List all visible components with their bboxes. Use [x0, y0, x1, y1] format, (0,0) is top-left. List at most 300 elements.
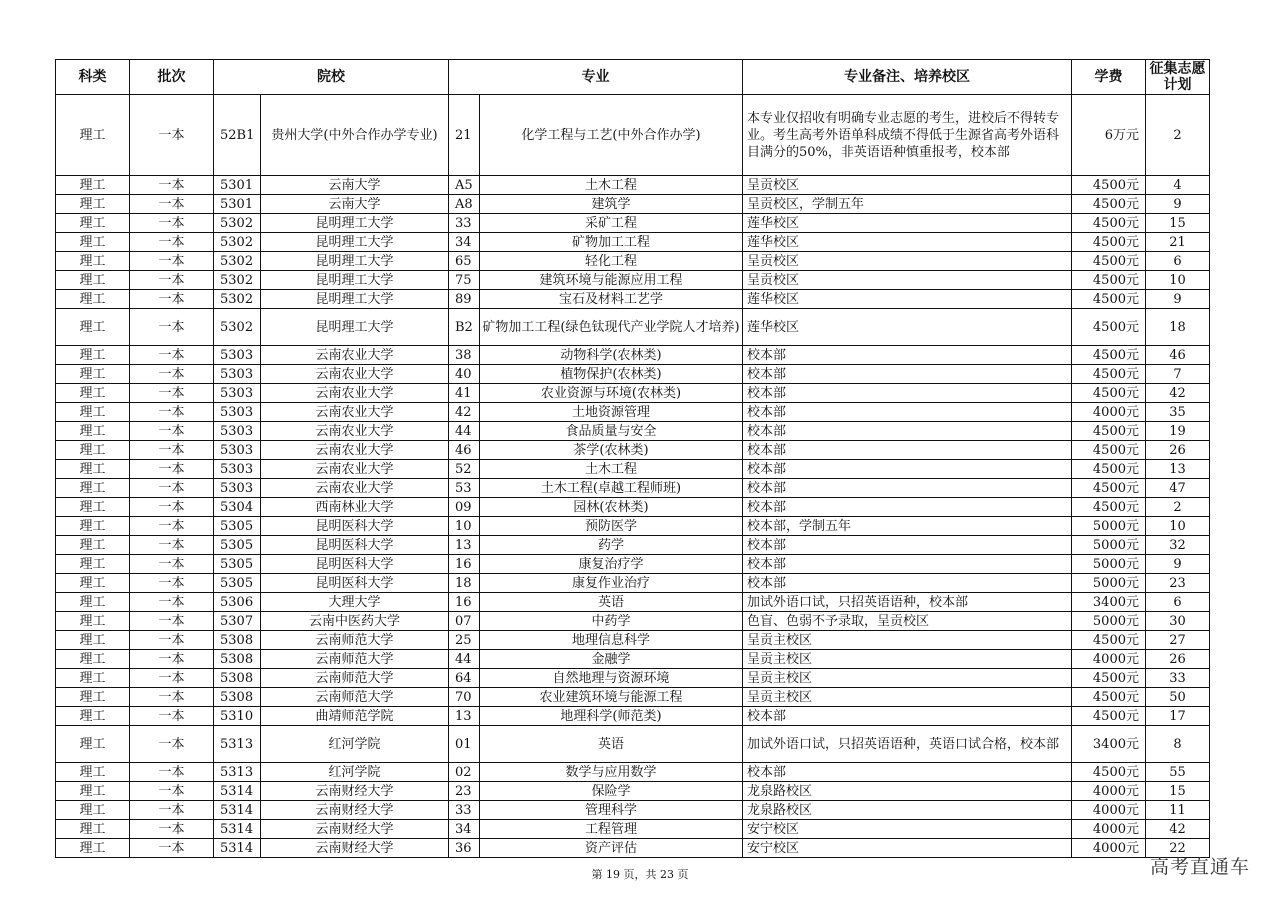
cell-school-code: 5314	[214, 839, 261, 858]
cell-batch: 一本	[130, 820, 214, 839]
cell-category: 理工	[56, 555, 130, 574]
cell-major-code: 52	[449, 460, 480, 479]
cell-fee: 4500元	[1072, 460, 1146, 479]
cell-batch: 一本	[130, 536, 214, 555]
cell-major-code: 02	[449, 763, 480, 782]
cell-quota: 27	[1146, 631, 1210, 650]
cell-school-name: 云南农业大学	[261, 422, 449, 441]
cell-major-code: 44	[449, 650, 480, 669]
cell-category: 理工	[56, 346, 130, 365]
cell-quota: 22	[1146, 839, 1210, 858]
cell-major-code: 25	[449, 631, 480, 650]
cell-school-code: 5303	[214, 403, 261, 422]
cell-fee: 4000元	[1072, 839, 1146, 858]
cell-school-name: 昆明医科大学	[261, 517, 449, 536]
cell-fee: 4500元	[1072, 763, 1146, 782]
cell-category: 理工	[56, 593, 130, 612]
cell-note: 龙泉路校区	[743, 801, 1072, 820]
cell-fee: 3400元	[1072, 726, 1146, 763]
cell-category: 理工	[56, 252, 130, 271]
cell-school-code: 5314	[214, 820, 261, 839]
cell-fee: 4500元	[1072, 365, 1146, 384]
cell-batch: 一本	[130, 95, 214, 176]
table-row	[56, 365, 1210, 384]
cell-major-name: 土地资源管理	[480, 403, 743, 422]
cell-fee: 5000元	[1072, 555, 1146, 574]
table-row	[56, 441, 1210, 460]
cell-note: 校本部	[743, 346, 1072, 365]
cell-quota: 7	[1146, 365, 1210, 384]
cell-fee: 4500元	[1072, 631, 1146, 650]
cell-batch: 一本	[130, 839, 214, 858]
cell-school-code: 5303	[214, 346, 261, 365]
cell-major-code: 53	[449, 479, 480, 498]
cell-major-name: 农业建筑环境与能源工程	[480, 688, 743, 707]
cell-school-name: 云南师范大学	[261, 669, 449, 688]
cell-school-name: 云南农业大学	[261, 403, 449, 422]
cell-quota: 4	[1146, 176, 1210, 195]
cell-fee: 4500元	[1072, 214, 1146, 233]
cell-major-code: B2	[449, 309, 480, 346]
table-row	[56, 763, 1210, 782]
cell-quota: 18	[1146, 309, 1210, 346]
cell-category: 理工	[56, 441, 130, 460]
cell-fee: 4000元	[1072, 782, 1146, 801]
cell-fee: 4500元	[1072, 346, 1146, 365]
cell-quota: 55	[1146, 763, 1210, 782]
cell-note: 莲华校区	[743, 214, 1072, 233]
cell-note: 呈贡主校区	[743, 688, 1072, 707]
cell-quota: 10	[1146, 517, 1210, 536]
cell-major-code: 41	[449, 384, 480, 403]
cell-major-name: 农业资源与环境(农林类)	[480, 384, 743, 403]
cell-quota: 15	[1146, 782, 1210, 801]
watermark-text: 高考直通车	[1149, 856, 1250, 878]
cell-note: 莲华校区	[743, 309, 1072, 346]
cell-major-code: 44	[449, 422, 480, 441]
cell-school-name: 昆明医科大学	[261, 574, 449, 593]
cell-category: 理工	[56, 422, 130, 441]
cell-category: 理工	[56, 707, 130, 726]
cell-quota: 9	[1146, 555, 1210, 574]
cell-school-code: 5308	[214, 650, 261, 669]
cell-fee: 4500元	[1072, 290, 1146, 309]
cell-quota: 23	[1146, 574, 1210, 593]
cell-fee: 4500元	[1072, 688, 1146, 707]
cell-major-code: 40	[449, 365, 480, 384]
table-row	[56, 233, 1210, 252]
cell-major-name: 中药学	[480, 612, 743, 631]
cell-note: 校本部	[743, 403, 1072, 422]
table-row	[56, 536, 1210, 555]
cell-category: 理工	[56, 479, 130, 498]
cell-batch: 一本	[130, 233, 214, 252]
cell-batch: 一本	[130, 214, 214, 233]
cell-quota: 42	[1146, 384, 1210, 403]
cell-school-name: 昆明医科大学	[261, 536, 449, 555]
cell-fee: 4500元	[1072, 669, 1146, 688]
cell-school-name: 曲靖师范学院	[261, 707, 449, 726]
cell-major-code: 33	[449, 801, 480, 820]
cell-category: 理工	[56, 650, 130, 669]
cell-school-name: 云南财经大学	[261, 820, 449, 839]
cell-batch: 一本	[130, 195, 214, 214]
cell-major-name: 建筑环境与能源应用工程	[480, 271, 743, 290]
cell-school-name: 昆明理工大学	[261, 271, 449, 290]
cell-major-name: 英语	[480, 593, 743, 612]
cell-fee: 4500元	[1072, 233, 1146, 252]
cell-quota: 9	[1146, 290, 1210, 309]
cell-major-name: 康复治疗学	[480, 555, 743, 574]
cell-note: 校本部	[743, 574, 1072, 593]
cell-batch: 一本	[130, 422, 214, 441]
cell-major-name: 管理科学	[480, 801, 743, 820]
cell-quota: 32	[1146, 536, 1210, 555]
cell-major-code: 34	[449, 233, 480, 252]
cell-major-name: 地理信息科学	[480, 631, 743, 650]
cell-major-name: 宝石及材料工艺学	[480, 290, 743, 309]
cell-batch: 一本	[130, 384, 214, 403]
table-row	[56, 309, 1210, 346]
cell-fee: 4500元	[1072, 195, 1146, 214]
cell-major-name: 采矿工程	[480, 214, 743, 233]
cell-school-name: 红河学院	[261, 763, 449, 782]
cell-major-code: 33	[449, 214, 480, 233]
cell-note: 校本部	[743, 763, 1072, 782]
cell-quota: 9	[1146, 195, 1210, 214]
table-row	[56, 820, 1210, 839]
cell-fee: 5000元	[1072, 612, 1146, 631]
cell-major-name: 康复作业治疗	[480, 574, 743, 593]
cell-category: 理工	[56, 403, 130, 422]
cell-major-code: 07	[449, 612, 480, 631]
cell-school-code: 5305	[214, 517, 261, 536]
cell-fee: 4500元	[1072, 309, 1146, 346]
cell-major-code: 46	[449, 441, 480, 460]
cell-note: 校本部	[743, 707, 1072, 726]
cell-major-code: 16	[449, 555, 480, 574]
cell-note: 校本部	[743, 536, 1072, 555]
cell-category: 理工	[56, 271, 130, 290]
table-row	[56, 346, 1210, 365]
cell-school-code: 5304	[214, 498, 261, 517]
header-quota: 征集志愿计划	[1146, 60, 1210, 95]
table-row	[56, 252, 1210, 271]
cell-note: 龙泉路校区	[743, 782, 1072, 801]
cell-school-name: 云南农业大学	[261, 384, 449, 403]
cell-major-code: 38	[449, 346, 480, 365]
cell-school-code: 5303	[214, 479, 261, 498]
cell-category: 理工	[56, 801, 130, 820]
cell-note: 校本部，学制五年	[743, 517, 1072, 536]
cell-major-code: 13	[449, 707, 480, 726]
cell-major-name: 英语	[480, 726, 743, 763]
cell-fee: 4500元	[1072, 498, 1146, 517]
cell-batch: 一本	[130, 517, 214, 536]
cell-batch: 一本	[130, 271, 214, 290]
cell-quota: 11	[1146, 801, 1210, 820]
cell-quota: 26	[1146, 650, 1210, 669]
cell-major-name: 土木工程	[480, 176, 743, 195]
cell-school-name: 昆明理工大学	[261, 214, 449, 233]
cell-category: 理工	[56, 95, 130, 176]
cell-major-name: 资产评估	[480, 839, 743, 858]
cell-school-code: 5301	[214, 195, 261, 214]
cell-major-code: 75	[449, 271, 480, 290]
cell-note: 校本部	[743, 498, 1072, 517]
cell-note: 呈贡主校区	[743, 650, 1072, 669]
table-row	[56, 95, 1210, 176]
cell-school-name: 云南农业大学	[261, 346, 449, 365]
cell-category: 理工	[56, 214, 130, 233]
cell-major-code: 36	[449, 839, 480, 858]
cell-school-name: 云南农业大学	[261, 441, 449, 460]
cell-batch: 一本	[130, 290, 214, 309]
cell-school-name: 云南大学	[261, 195, 449, 214]
cell-note: 加试外语口试，只招英语语种，英语口试合格，校本部	[743, 726, 1072, 763]
cell-note: 色盲、色弱不予录取，呈贡校区	[743, 612, 1072, 631]
cell-note: 校本部	[743, 441, 1072, 460]
cell-school-code: 5302	[214, 214, 261, 233]
table-row	[56, 214, 1210, 233]
table-row	[56, 593, 1210, 612]
cell-quota: 33	[1146, 669, 1210, 688]
cell-category: 理工	[56, 726, 130, 763]
cell-note: 莲华校区	[743, 290, 1072, 309]
cell-major-name: 工程管理	[480, 820, 743, 839]
cell-major-name: 茶学(农林类)	[480, 441, 743, 460]
cell-major-name: 地理科学(师范类)	[480, 707, 743, 726]
cell-category: 理工	[56, 195, 130, 214]
cell-batch: 一本	[130, 593, 214, 612]
cell-school-name: 云南农业大学	[261, 460, 449, 479]
cell-note: 呈贡主校区	[743, 669, 1072, 688]
page-footer: 第 19 页，共 23 页	[591, 868, 689, 881]
cell-major-code: 89	[449, 290, 480, 309]
table-row	[56, 726, 1210, 763]
cell-school-code: 5313	[214, 763, 261, 782]
cell-note: 校本部	[743, 479, 1072, 498]
cell-fee: 4000元	[1072, 650, 1146, 669]
table-row	[56, 195, 1210, 214]
cell-quota: 2	[1146, 95, 1210, 176]
cell-note: 呈贡主校区	[743, 631, 1072, 650]
cell-category: 理工	[56, 782, 130, 801]
cell-major-code: 70	[449, 688, 480, 707]
cell-school-name: 昆明理工大学	[261, 233, 449, 252]
cell-batch: 一本	[130, 669, 214, 688]
cell-batch: 一本	[130, 498, 214, 517]
cell-school-name: 云南农业大学	[261, 479, 449, 498]
cell-quota: 50	[1146, 688, 1210, 707]
cell-school-code: 5301	[214, 176, 261, 195]
table-row	[56, 384, 1210, 403]
cell-school-name: 云南财经大学	[261, 782, 449, 801]
cell-major-code: 09	[449, 498, 480, 517]
cell-school-code: 5308	[214, 631, 261, 650]
cell-school-code: 5302	[214, 290, 261, 309]
cell-quota: 19	[1146, 422, 1210, 441]
cell-note: 校本部	[743, 422, 1072, 441]
cell-school-code: 52B1	[214, 95, 261, 176]
cell-quota: 8	[1146, 726, 1210, 763]
cell-note: 校本部	[743, 555, 1072, 574]
cell-school-name: 云南中医药大学	[261, 612, 449, 631]
cell-batch: 一本	[130, 176, 214, 195]
cell-note: 呈贡校区，学制五年	[743, 195, 1072, 214]
cell-major-code: A5	[449, 176, 480, 195]
cell-quota: 35	[1146, 403, 1210, 422]
cell-category: 理工	[56, 517, 130, 536]
cell-school-name: 云南财经大学	[261, 801, 449, 820]
cell-school-code: 5302	[214, 309, 261, 346]
cell-batch: 一本	[130, 346, 214, 365]
cell-fee: 4000元	[1072, 403, 1146, 422]
cell-note: 本专业仅招收有明确专业志愿的考生，进校后不得转专业。考生高考外语单科成绩不得低于生源省高考外语科目满分的50%，非英语语种慎重报考，校本部	[743, 95, 1072, 176]
cell-batch: 一本	[130, 726, 214, 763]
cell-category: 理工	[56, 290, 130, 309]
table-row	[56, 498, 1210, 517]
cell-fee: 5000元	[1072, 517, 1146, 536]
cell-fee: 3400元	[1072, 593, 1146, 612]
cell-note: 呈贡校区	[743, 176, 1072, 195]
cell-major-code: 16	[449, 593, 480, 612]
admission-plan-table	[55, 59, 1210, 858]
cell-note: 校本部	[743, 365, 1072, 384]
cell-note: 莲华校区	[743, 233, 1072, 252]
cell-quota: 21	[1146, 233, 1210, 252]
header-note: 专业备注、培养校区	[743, 60, 1072, 95]
cell-major-name: 建筑学	[480, 195, 743, 214]
cell-major-code: 13	[449, 536, 480, 555]
cell-school-code: 5302	[214, 252, 261, 271]
cell-fee: 4500元	[1072, 707, 1146, 726]
cell-major-code: 65	[449, 252, 480, 271]
cell-category: 理工	[56, 309, 130, 346]
cell-major-code: 42	[449, 403, 480, 422]
cell-school-name: 昆明理工大学	[261, 290, 449, 309]
cell-fee: 4500元	[1072, 252, 1146, 271]
cell-school-code: 5305	[214, 574, 261, 593]
cell-category: 理工	[56, 498, 130, 517]
cell-category: 理工	[56, 233, 130, 252]
cell-fee: 5000元	[1072, 574, 1146, 593]
cell-quota: 42	[1146, 820, 1210, 839]
table-row	[56, 688, 1210, 707]
cell-major-name: 轻化工程	[480, 252, 743, 271]
cell-school-code: 5302	[214, 233, 261, 252]
cell-school-code: 5302	[214, 271, 261, 290]
cell-school-name: 云南师范大学	[261, 688, 449, 707]
cell-category: 理工	[56, 536, 130, 555]
cell-note: 加试外语口试，只招英语语种，校本部	[743, 593, 1072, 612]
header-fee: 学费	[1072, 60, 1146, 95]
cell-note: 校本部	[743, 384, 1072, 403]
cell-school-code: 5303	[214, 441, 261, 460]
cell-major-name: 植物保护(农林类)	[480, 365, 743, 384]
table-row	[56, 650, 1210, 669]
cell-major-name: 保险学	[480, 782, 743, 801]
cell-fee: 4500元	[1072, 441, 1146, 460]
cell-school-name: 昆明理工大学	[261, 309, 449, 346]
cell-major-code: 23	[449, 782, 480, 801]
cell-quota: 10	[1146, 271, 1210, 290]
cell-category: 理工	[56, 820, 130, 839]
cell-quota: 30	[1146, 612, 1210, 631]
cell-batch: 一本	[130, 403, 214, 422]
table-row	[56, 707, 1210, 726]
cell-school-name: 大理大学	[261, 593, 449, 612]
cell-school-code: 5303	[214, 422, 261, 441]
table-row	[56, 271, 1210, 290]
cell-batch: 一本	[130, 365, 214, 384]
cell-school-code: 5314	[214, 801, 261, 820]
cell-note: 校本部	[743, 460, 1072, 479]
table-row	[56, 290, 1210, 309]
cell-quota: 2	[1146, 498, 1210, 517]
cell-major-code: 21	[449, 95, 480, 176]
cell-batch: 一本	[130, 479, 214, 498]
header-category: 科类	[56, 60, 130, 95]
cell-school-code: 5313	[214, 726, 261, 763]
cell-school-name: 云南师范大学	[261, 631, 449, 650]
table-row	[56, 669, 1210, 688]
cell-school-code: 5305	[214, 555, 261, 574]
cell-major-name: 矿物加工工程	[480, 233, 743, 252]
table-row	[56, 574, 1210, 593]
cell-school-code: 5303	[214, 384, 261, 403]
cell-major-name: 矿物加工工程(绿色钛现代产业学院人才培养)	[480, 309, 743, 346]
cell-category: 理工	[56, 574, 130, 593]
cell-fee: 4500元	[1072, 271, 1146, 290]
cell-major-name: 预防医学	[480, 517, 743, 536]
cell-note: 安宁校区	[743, 839, 1072, 858]
table-row	[56, 517, 1210, 536]
cell-note: 安宁校区	[743, 820, 1072, 839]
cell-fee: 6万元	[1072, 95, 1146, 176]
cell-quota: 46	[1146, 346, 1210, 365]
cell-quota: 6	[1146, 593, 1210, 612]
cell-quota: 6	[1146, 252, 1210, 271]
table-row	[56, 176, 1210, 195]
cell-major-name: 化学工程与工艺(中外合作办学)	[480, 95, 743, 176]
cell-category: 理工	[56, 365, 130, 384]
cell-category: 理工	[56, 384, 130, 403]
header-row	[56, 60, 1210, 95]
cell-category: 理工	[56, 631, 130, 650]
cell-major-name: 动物科学(农林类)	[480, 346, 743, 365]
cell-major-code: A8	[449, 195, 480, 214]
cell-batch: 一本	[130, 309, 214, 346]
cell-batch: 一本	[130, 650, 214, 669]
cell-school-name: 昆明医科大学	[261, 555, 449, 574]
cell-major-code: 64	[449, 669, 480, 688]
cell-quota: 26	[1146, 441, 1210, 460]
cell-school-name: 贵州大学(中外合作办学专业)	[261, 95, 449, 176]
cell-note: 呈贡校区	[743, 271, 1072, 290]
cell-major-name: 园林(农林类)	[480, 498, 743, 517]
cell-school-code: 5310	[214, 707, 261, 726]
cell-school-code: 5306	[214, 593, 261, 612]
cell-major-code: 10	[449, 517, 480, 536]
cell-school-name: 红河学院	[261, 726, 449, 763]
cell-batch: 一本	[130, 707, 214, 726]
cell-quota: 15	[1146, 214, 1210, 233]
cell-category: 理工	[56, 763, 130, 782]
cell-major-code: 18	[449, 574, 480, 593]
cell-batch: 一本	[130, 801, 214, 820]
cell-major-name: 数学与应用数学	[480, 763, 743, 782]
